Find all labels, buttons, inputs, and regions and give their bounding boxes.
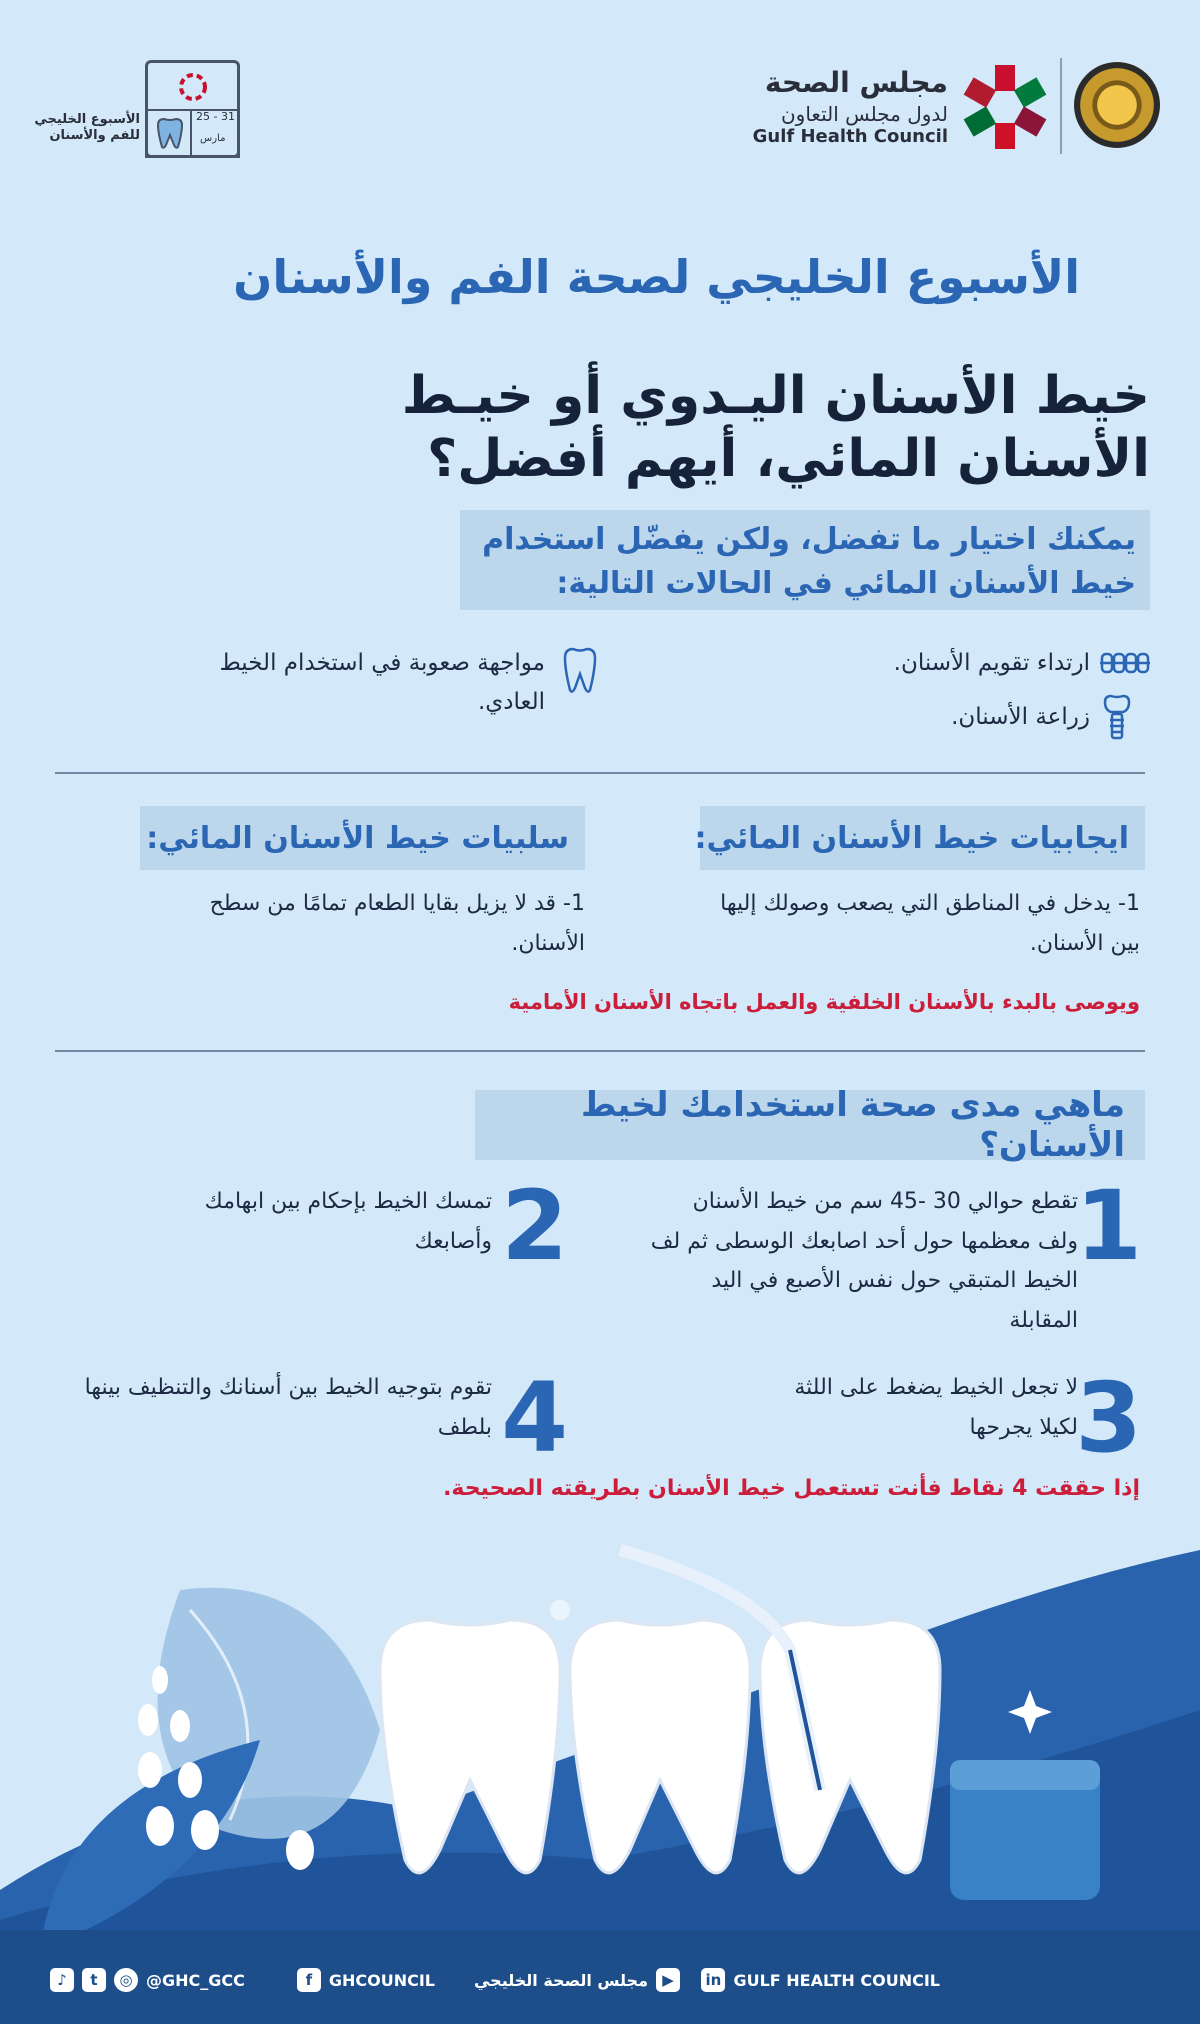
council-subtitle-arabic: لدول مجلس التعاون (780, 102, 948, 126)
step-1-number: 1 (1075, 1170, 1142, 1282)
recommendation-note: ويوصى بالبدء بالأسنان الخلفية والعمل باتجاه الأسنان الأمامية (508, 990, 1140, 1014)
linkedin-icon: in (701, 1968, 725, 1992)
youtube-icon: ▶ (656, 1968, 680, 1992)
case-difficulty: مواجهة صعوبة في استخدام الخيط العادي. (219, 650, 545, 716)
divider-1 (55, 772, 1145, 774)
council-name-arabic: مجلس الصحة (764, 66, 948, 99)
final-note: إذا حققت 4 نقاط فأنت تستعمل خيط الأسنان بطريقته الصحيحة. (443, 1476, 1140, 1501)
footer-linkedin[interactable] (701, 1968, 940, 1992)
how-title: ماهي مدى صحة استخدامك لخيط الأسنان؟ (581, 1085, 1125, 1165)
cons-title: سلبيات خيط الأسنان المائي: (146, 820, 569, 856)
case-implant: زراعة الأسنان. (951, 704, 1090, 730)
footer-facebook[interactable] (297, 1968, 435, 1992)
teeth-floss-illustration (0, 1530, 1200, 1930)
step-3-number: 3 (1075, 1362, 1142, 1474)
main-title: الأسبوع الخليجي لصحة الفم والأسنان (233, 250, 1080, 304)
header-divider (1060, 58, 1062, 154)
week-label: الأسبوع الخليجي للفم والأسنان (34, 112, 140, 143)
council-name-english: Gulf Health Council (752, 126, 948, 147)
week-month: مارس (200, 133, 226, 144)
footer-youtube[interactable] (474, 1968, 680, 1992)
pros-title: ايجابيات خيط الأسنان المائي: (694, 820, 1129, 856)
facebook-label: GHCOUNCIL (328, 1970, 435, 1990)
step-2-text: تمسك الخيط بإحكام بين ابهامك وأصابعك (204, 1189, 492, 1254)
step-3-text: لا تجعل الخيط يضغط على اللثة لكيلا يجرحها (794, 1375, 1078, 1440)
gulf-health-council-logo (960, 62, 1050, 152)
cons-title-box (140, 806, 585, 870)
divider-2 (55, 1050, 1145, 1052)
intro-box (460, 510, 1150, 610)
step-1-text: تقطع حوالي 30 -45 سم من خيط الأسنان ولف معظمها حول أحد اصابعك الوسطى ثم لف الخيط المتبقي حول نفس الأصبع في اليد المقابلة (650, 1189, 1078, 1333)
facebook-icon: f (297, 1968, 321, 1992)
star-mini-icon (170, 69, 216, 105)
how-title-box (475, 1085, 1145, 1165)
instagram-icon: ◎ (114, 1968, 138, 1992)
tooth-icon (560, 646, 600, 696)
implant-icon (1102, 694, 1132, 742)
linkedin-label: GULF HEALTH COUNCIL (733, 1970, 940, 1990)
tiktok-icon: ♪ (50, 1968, 74, 1992)
step-2-number: 2 (501, 1170, 568, 1282)
social-handle-label: @GHC_GCC (146, 1970, 245, 1990)
step-4-number: 4 (501, 1362, 568, 1474)
intro-text: يمكنك اختيار ما تفضل، ولكن يفضّل استخدام خيط الأسنان المائي في الحالات التالية: (482, 522, 1136, 601)
gulf-week-logo (145, 60, 240, 158)
twitter-icon: t (82, 1968, 106, 1992)
case-braces: ارتداء تقويم الأسنان. (893, 650, 1090, 676)
footer-social[interactable] (50, 1968, 245, 1992)
pros-title-box (694, 806, 1145, 870)
braces-icon (1100, 650, 1150, 676)
cons-text: 1- قد لا يزيل بقايا الطعام تمامًا من سطح الأسنان. (209, 891, 585, 956)
youtube-label: مجلس الصحة الخليجي (473, 1970, 648, 1990)
tooth-logo-icon (154, 117, 186, 151)
step-4-text: تقوم بتوجيه الخيط بين أسنانك والتنظيف بينها بلطف (84, 1375, 492, 1440)
gcc-emblem-logo (1074, 62, 1160, 148)
pros-text: 1- يدخل في المناطق التي يصعب وصولك إليها بين الأسنان. (720, 891, 1140, 956)
week-dates: 25 - 31 (196, 110, 235, 123)
question-title: خيط الأسنان اليـدوي أو خيـط الأسنان المائي، أيهم أفضل؟ (401, 366, 1150, 490)
